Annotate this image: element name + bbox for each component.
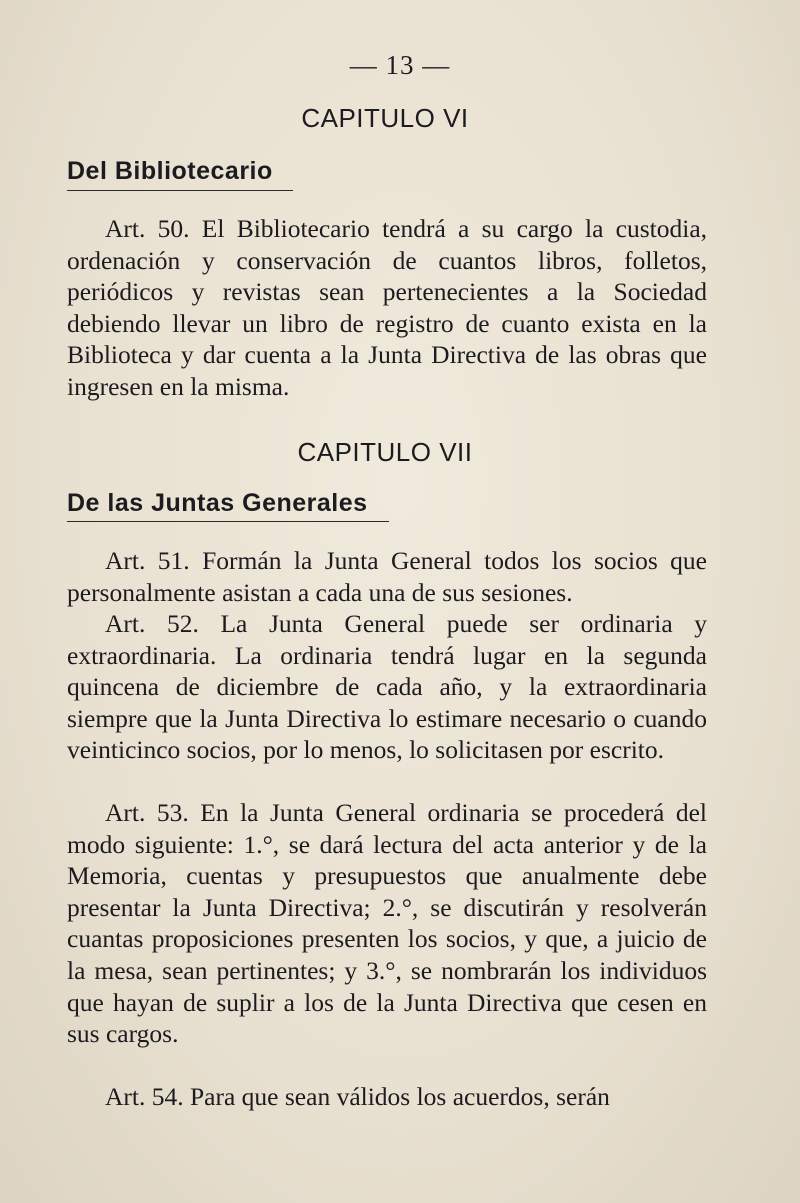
- page-number: — 13 —: [349, 50, 451, 80]
- chapter-title: CAPITULO VII: [297, 437, 473, 467]
- article-54: [67, 1081, 707, 1113]
- article-50: [67, 213, 707, 403]
- article-text: Formán la Junta General todos los socios que personalmente asistan a cada una de sus sesiones.: [67, 546, 707, 607]
- section-heading: De las Juntas Generales: [67, 489, 368, 517]
- section-underline: [67, 521, 389, 522]
- article-text: Para que sean válidos los acuerdos, serán: [190, 1082, 610, 1111]
- section-underline: [67, 190, 293, 191]
- article-53: [67, 797, 707, 1050]
- chapter-title: CAPITULO VI: [301, 103, 469, 133]
- article-text: La Junta General puede ser ordinaria y extraordinaria. La ordinaria tendrá lugar en la segunda quincena de diciembre de cada año, y la extraordinaria siempre que la Junta Directiva lo estimare necesario o cuando veinticinco socios, por lo menos, lo solicitasen por escrito.: [67, 609, 708, 765]
- article-label: Art. 51.: [105, 546, 190, 575]
- article-52: [67, 608, 707, 766]
- article-label: Art. 50.: [105, 214, 190, 243]
- article-label: Art. 54.: [105, 1082, 184, 1111]
- article-text: En la Junta General ordinaria se procederá del modo siguiente: 1.°, se dará lectura del acta anterior y de la Memoria, cuentas y presupuestos que anualmente debe presentar la Junta Directiva; 2.°, se discutirán y resolverán cuantas proposiciones presenten los socios, y que, a juicio de la mesa, sean pertinentes; y 3.°, se nombrarán los individuos que hayan de suplir a los de la Junta Directiva que cesen en sus cargos.: [67, 798, 707, 1049]
- article-51: [67, 545, 707, 608]
- article-label: Art. 52.: [105, 609, 199, 638]
- section-heading: Del Bibliotecario: [67, 157, 273, 185]
- article-text: El Bibliotecario tendrá a su cargo la custodia, ordenación y conservación de cuantos libros, folletos, periódicos y revistas sean pertenecientes a la Sociedad debiendo llevar un libro de registro de cuanto exista en la Biblioteca y dar cuenta a la Junta Directiva de las obras que ingresen en la misma.: [67, 214, 708, 401]
- article-label: Art. 53.: [105, 798, 189, 827]
